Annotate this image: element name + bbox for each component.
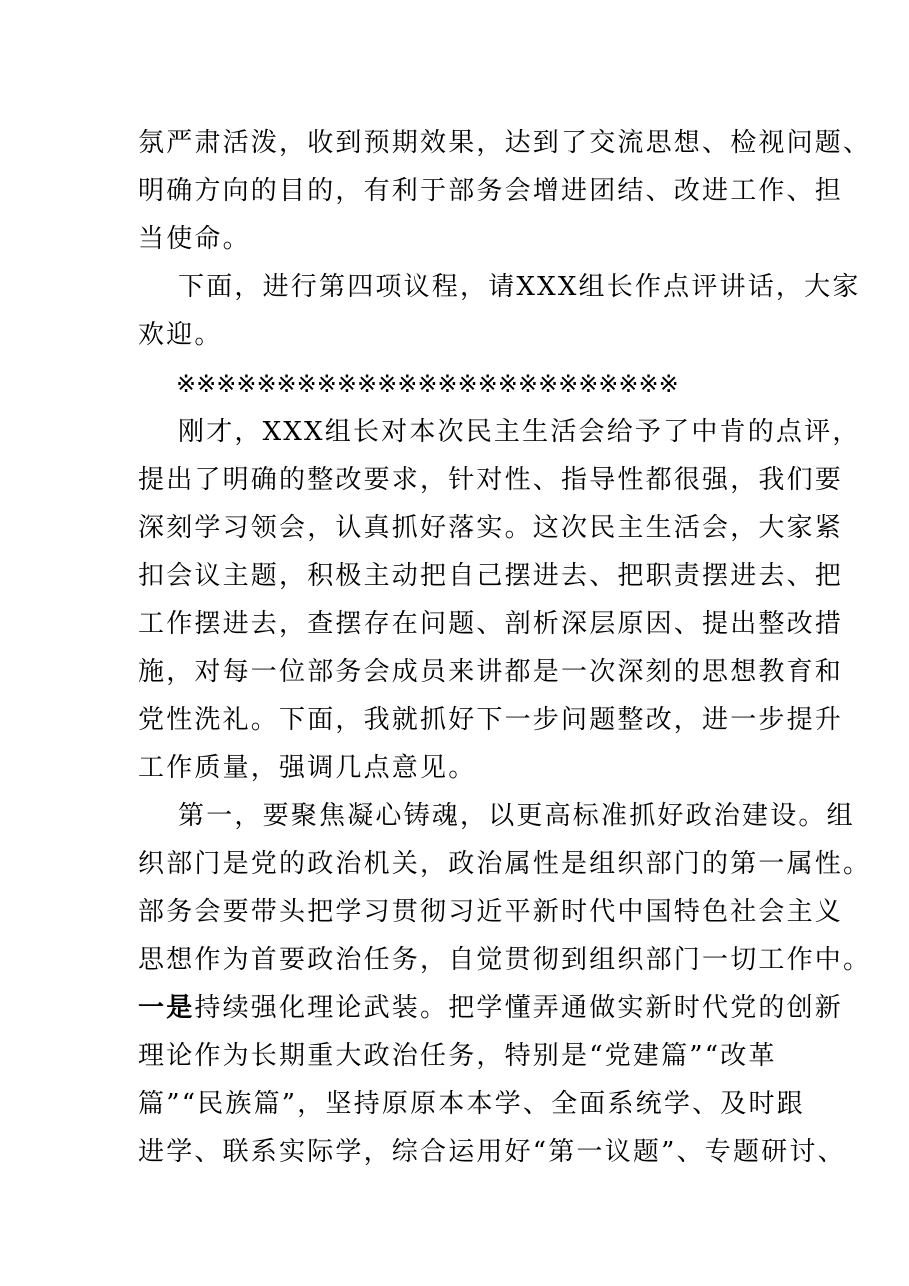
text-line-rest: 持续强化理论武装。把学懂弄通做实新时代党的创新 xyxy=(194,993,844,1023)
text-line: 明确方向的目的，有利于部务会增进团结、改进工作、担 xyxy=(138,176,844,206)
paragraph-start-line: 第一，要聚焦凝心铸魂，以更高标准抓好政治建设。组 xyxy=(178,801,855,831)
text-line xyxy=(138,993,843,1023)
text-line: 思想作为首要政治任务，自觉贯彻到组织部门一切工作中。 xyxy=(138,945,872,975)
text-line: 部务会要带头把学习贯彻习近平新时代中国特色社会主义 xyxy=(138,897,844,927)
text-line: 织部门是党的政治机关，政治属性是组织部门的第一属性。 xyxy=(138,849,872,879)
text-line: 扣会议主题，积极主动把自己摆进去、把职责摆进去、把 xyxy=(138,561,844,591)
text-line: 施，对每一位部务会成员来讲都是一次深刻的思想教育和 xyxy=(138,657,844,687)
text-line: 工作摆进去，查摆存在问题、剖析深层原因、提出整改措 xyxy=(138,609,844,639)
paragraph-start-line: 下面，进行第四项议程，请XXX组长作点评讲话，大家 xyxy=(178,272,861,302)
text-line: 当使命。 xyxy=(138,224,251,254)
text-line: 欢迎。 xyxy=(138,320,223,350)
bold-prefix: 一是 xyxy=(138,993,195,1023)
text-line: 篇”“民族篇”，坚持原原本本学、全面系统学、及时跟 xyxy=(138,1089,805,1119)
paragraph-start-line: 刚才，XXX组长对本次民主生活会给予了中肯的点评， xyxy=(178,417,861,447)
separator-line: ※※※※※※※※※※※※※※※※※※※※※※※※※ xyxy=(176,370,679,398)
text-line: 党性洗礼。下面，我就抓好下一步问题整改，进一步提升 xyxy=(138,705,844,735)
text-line: 深刻学习领会，认真抓好落实。这次民主生活会，大家紧 xyxy=(138,513,844,543)
text-line: 工作质量，强调几点意见。 xyxy=(138,753,477,783)
text-line: 氛严肃活泼，收到预期效果，达到了交流思想、检视问题、 xyxy=(138,128,872,158)
text-line: 理论作为长期重大政治任务，特别是“党建篇”“改革 xyxy=(138,1041,777,1071)
text-line: 进学、联系实际学，综合运用好“第一议题”、专题研讨、 xyxy=(138,1137,846,1167)
text-line: 提出了明确的整改要求，针对性、指导性都很强，我们要 xyxy=(138,465,844,495)
